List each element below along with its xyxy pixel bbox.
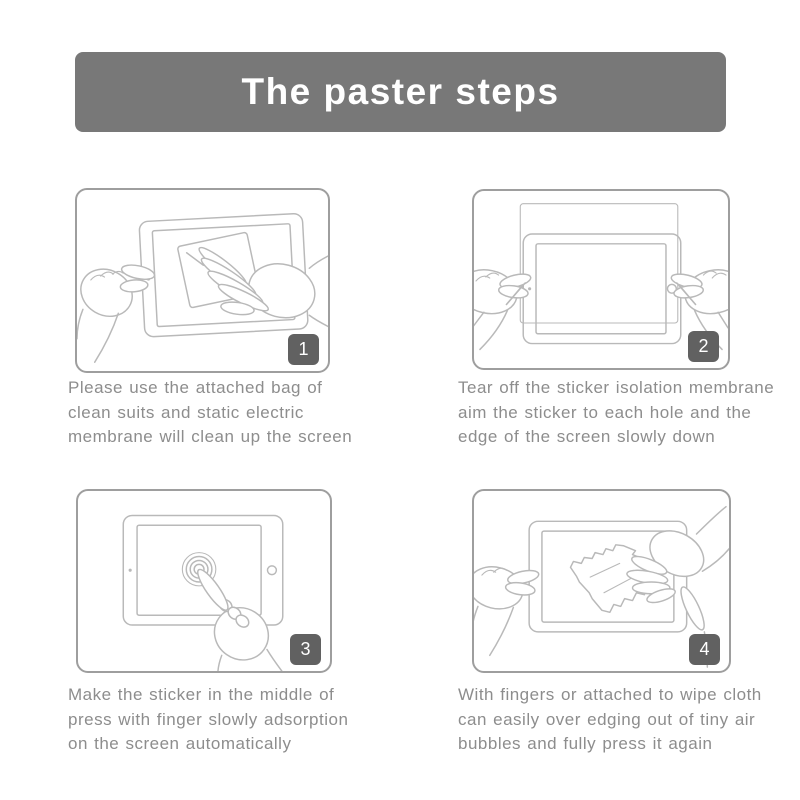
title-banner [75,52,726,132]
caption-line: Make the sticker in the middle of [68,685,335,704]
caption-line: edge of the screen slowly down [458,427,716,446]
step-4-number-badge: 4 [689,634,720,665]
caption-line: clean suits and static electric [68,402,304,422]
step-2-panel [472,189,730,370]
caption-line: membrane will clean up the screen [68,427,353,446]
caption-line: bubbles and fully press it again [458,734,713,753]
caption-line: aim the sticker to each hole and the [458,402,752,422]
caption-line: can easily over edging out of tiny air [458,709,756,729]
caption-line: Please use the attached bag of [68,378,323,397]
tablet-icon [523,234,681,344]
caption-line: on the screen automatically [68,734,292,753]
step-3-caption [68,683,398,757]
caption-line: With fingers or attached to wipe cloth [458,685,762,704]
step-1-number-badge: 1 [288,334,319,365]
caption-line: Tear off the sticker isolation membrane [458,378,775,397]
step-2-caption [458,376,798,450]
page-title: The paster steps [241,71,560,112]
step-4-panel [472,489,731,673]
step-2-number-badge: 2 [688,331,719,362]
step-1-panel [75,188,330,373]
step-3-number-badge: 3 [290,634,321,665]
step-1-caption [68,376,398,450]
step-3-panel [76,489,332,673]
step-4-caption [458,683,800,757]
caption-line: press with finger slowly adsorption [68,709,349,729]
